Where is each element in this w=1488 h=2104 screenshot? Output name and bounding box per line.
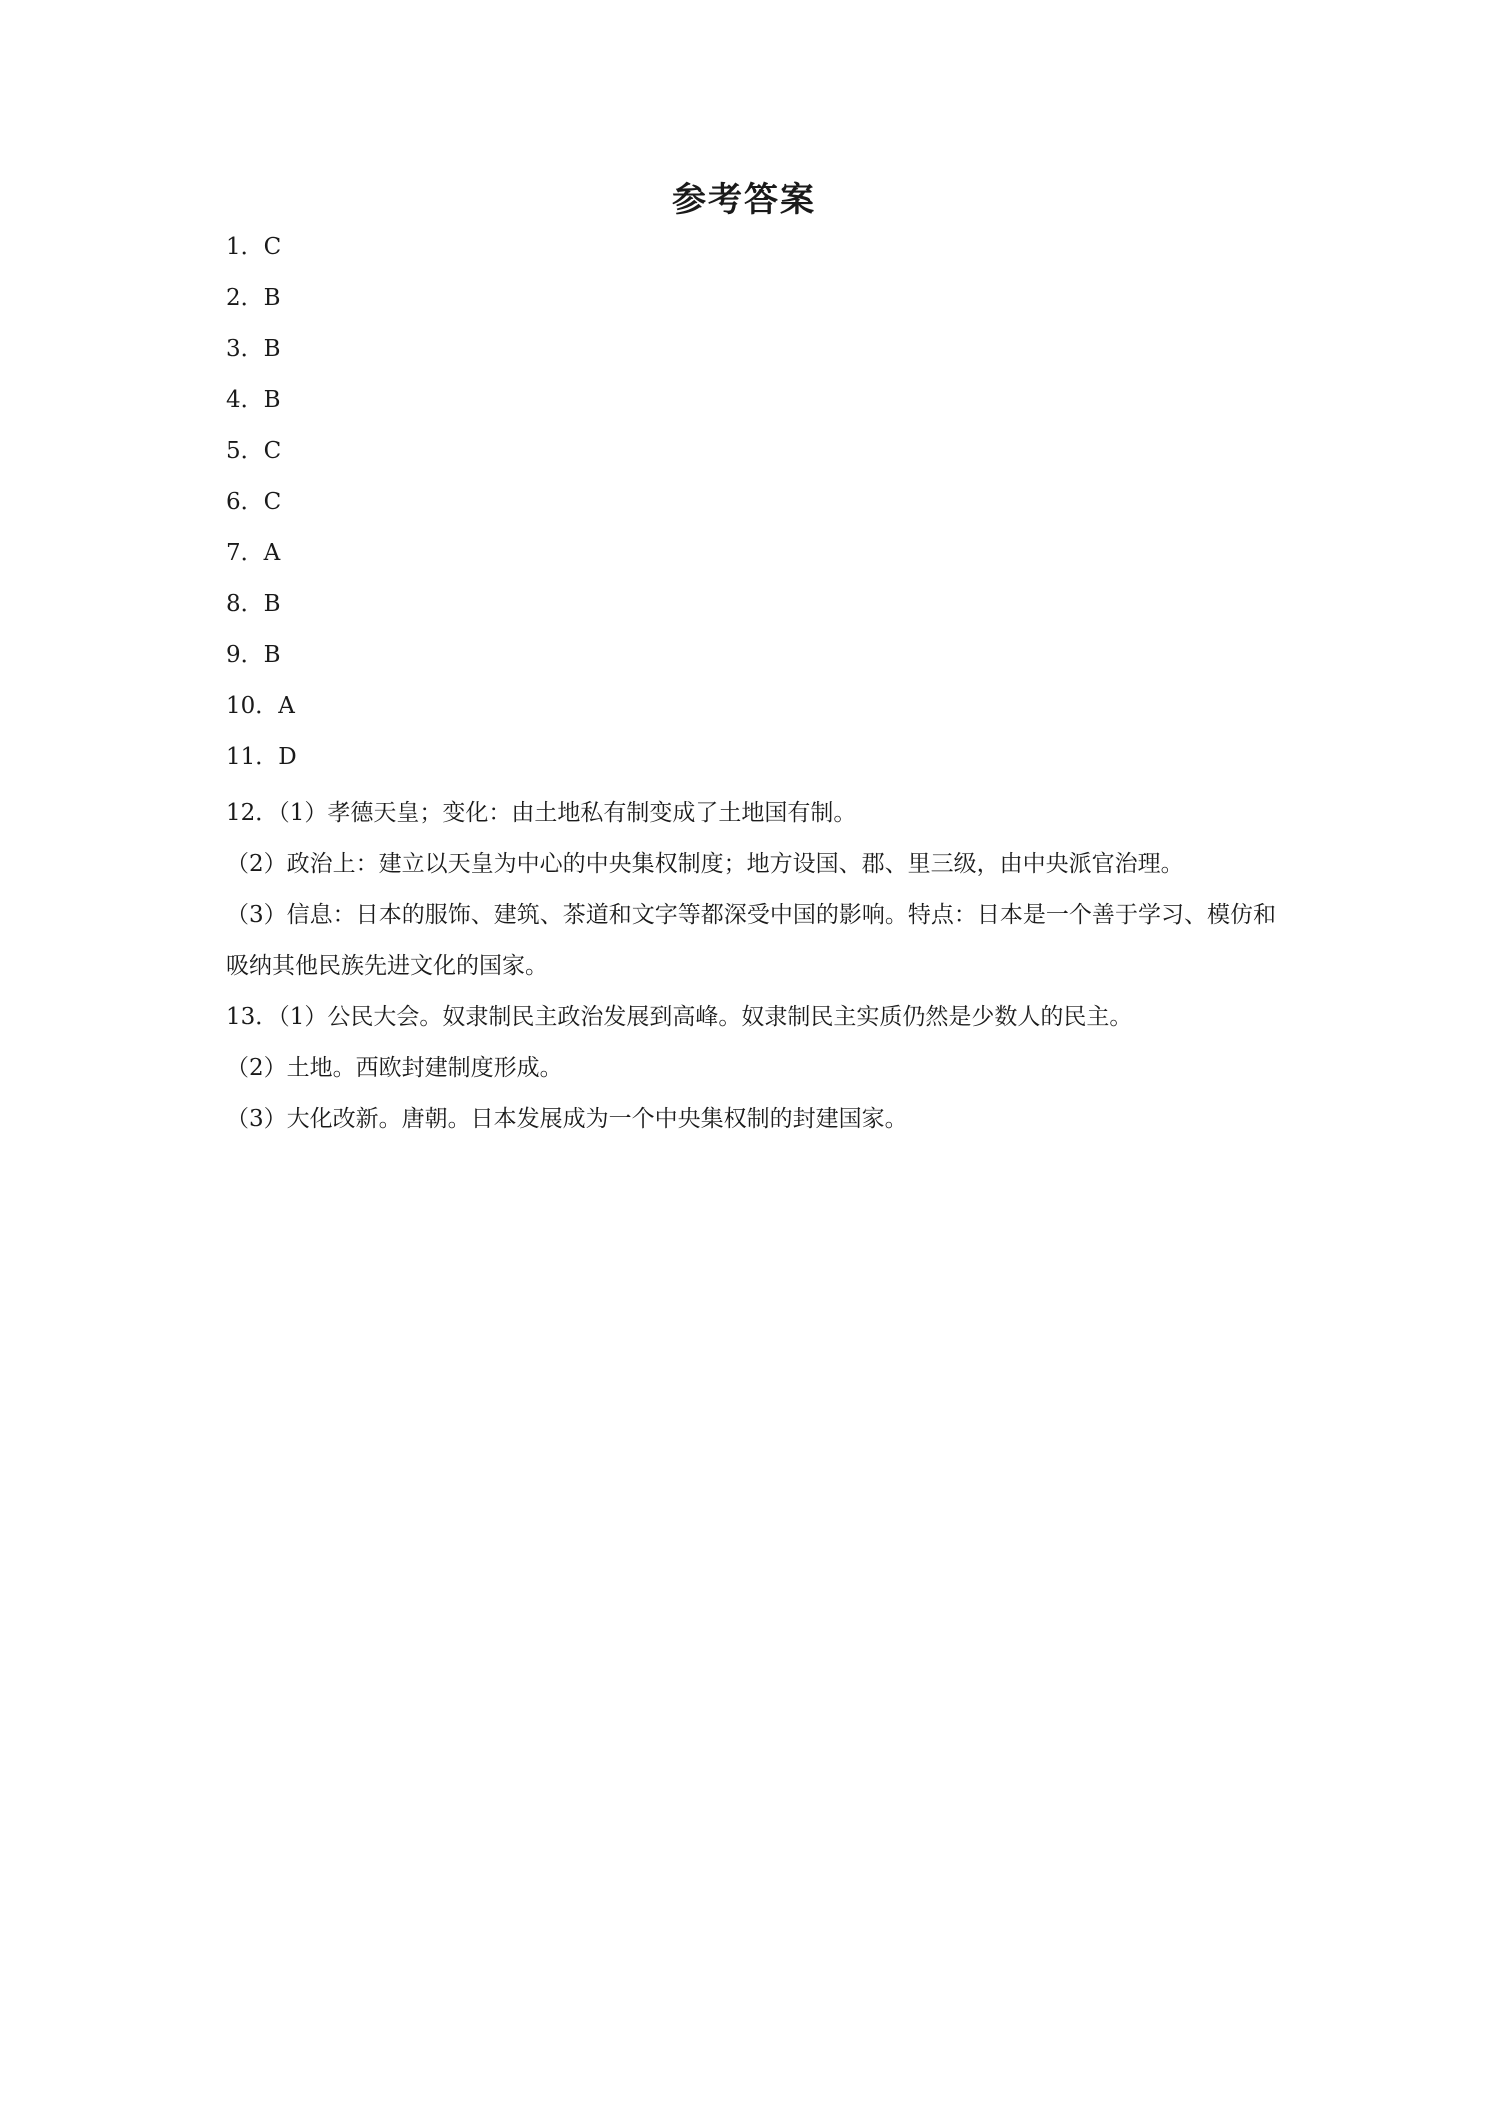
q13-part2: （2）土地。西欧封建制度形成。 bbox=[226, 1055, 563, 1081]
answer-letter: A bbox=[263, 540, 281, 566]
choice-answer-list bbox=[226, 228, 1276, 789]
list-item bbox=[226, 381, 1276, 432]
question-number: 3 ． bbox=[226, 336, 264, 362]
question-number: 8 ． bbox=[226, 591, 264, 617]
question-number: 10 ． bbox=[226, 693, 278, 719]
list-item bbox=[226, 585, 1276, 636]
list-item bbox=[226, 687, 1276, 738]
answer-letter: B bbox=[263, 642, 281, 668]
question-number: 6 ． bbox=[226, 489, 264, 515]
q12-part2: （2）政治上：建立以天皇为中心的中央集权制度；地方设国、郡、里三级，由中央派官治理。 bbox=[226, 851, 1184, 877]
list-item bbox=[226, 483, 1276, 534]
list-item bbox=[226, 534, 1276, 585]
list-item bbox=[226, 330, 1276, 381]
answer-letter: C bbox=[263, 234, 282, 260]
question-number: 1 ． bbox=[226, 234, 264, 260]
question-number: 11 ． bbox=[226, 744, 278, 770]
list-item bbox=[226, 636, 1276, 687]
answer-letter: B bbox=[263, 285, 281, 311]
answer-letter: D bbox=[278, 744, 297, 770]
page-title: 参考答案 bbox=[672, 180, 816, 220]
q12-part3: （3）信息：日本的服饰、建筑、茶道和文字等都深受中国的影响。特点：日本是一个善于学习、模仿和吸纳其他民族先进文化的国家。 bbox=[226, 902, 1276, 979]
list-item bbox=[226, 738, 1276, 789]
question-number: 5 ． bbox=[226, 438, 264, 464]
list-item bbox=[226, 228, 1276, 279]
answer-letter: B bbox=[263, 591, 281, 617]
answer-letter: A bbox=[278, 693, 295, 719]
q12-part1: 12．（1）孝德天皇；变化：由土地私有制变成了土地国有制。 bbox=[226, 800, 857, 826]
answer-letter: C bbox=[263, 489, 282, 515]
answer-letter: B bbox=[263, 387, 281, 413]
essay-answers bbox=[226, 788, 1276, 1145]
list-item bbox=[226, 432, 1276, 483]
question-number: 2 ． bbox=[226, 285, 264, 311]
question-number: 4 ． bbox=[226, 387, 264, 413]
list-item bbox=[226, 279, 1276, 330]
q13-part1: 13．（1）公民大会。奴隶制民主政治发展到高峰。奴隶制民主实质仍然是少数人的民主。 bbox=[226, 1004, 1133, 1030]
answer-letter: B bbox=[263, 336, 281, 362]
answer-letter: C bbox=[263, 438, 282, 464]
q13-part3: （3）大化改新。唐朝。日本发展成为一个中央集权制的封建国家。 bbox=[226, 1106, 908, 1132]
question-number: 7 ． bbox=[226, 540, 264, 566]
question-number: 9 ． bbox=[226, 642, 264, 668]
